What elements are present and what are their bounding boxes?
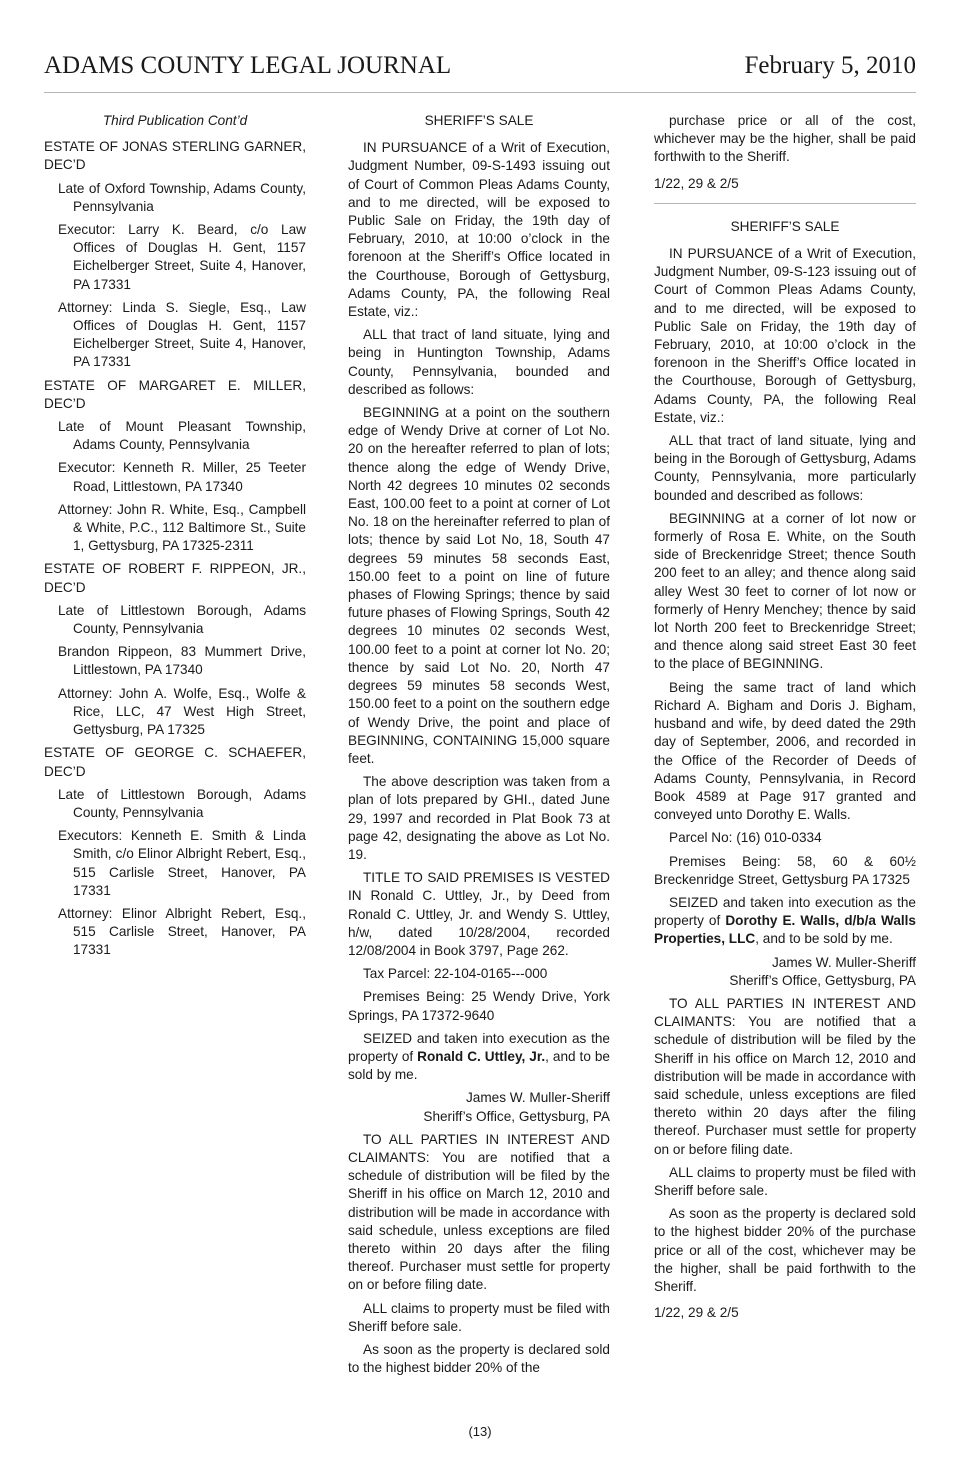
notice-paragraph: TITLE TO SAID PREMISES IS VESTED IN Ronald C. Uttley, Jr., by Deed from Ronald C. Uttley, Jr. and Wendy S. Uttley, h/w, dated 10/28/2004, recorded 12/08/2004 in Book 3797, Page 262.: [348, 870, 610, 958]
sheriff-office: Sheriff’s Office, Gettysburg, PA: [423, 1108, 610, 1124]
seizure-text-end: , and to be sold by me.: [755, 931, 893, 947]
notice-divider: [654, 203, 916, 204]
seizure-text: SEIZED and taken into execution as the property of: [348, 1030, 610, 1064]
estate-title: ESTATE OF JONAS STERLING GARNER, DEC’D: [44, 139, 306, 173]
estate-attorney: Attorney: John A. Wolfe, Esq., Wolfe & Rice, LLC, 47 West High Street, Gettysburg, PA 17325: [58, 685, 306, 738]
parcel-number: Parcel No: (16) 010-0334: [669, 830, 822, 846]
page-number: (13): [468, 1424, 492, 1439]
estate-executor: Executors: Kenneth E. Smith & Linda Smith, c/o Elinor Albright Rebert, Esq., 515 Carlisle Street, Hanover, PA 17331: [58, 828, 306, 898]
estate-executor: Brandon Rippeon, 83 Mummert Drive, Littlestown, PA 17340: [58, 644, 306, 678]
sheriff-office: Sheriff’s Office, Gettysburg, PA: [729, 972, 916, 988]
column-sheriff-sale-2: [654, 112, 916, 1330]
notice-paragraph: TO ALL PARTIES IN INTEREST AND CLAIMANTS: You are notified that a schedule of distribution will be filed by the Sheriff in his office on March 12, 2010 and distribution will be made in accordance with said schedule, unless exceptions are filed thereto within 20 days after the filing thereof. Purchaser must settle for property on or before filing date.: [348, 1131, 610, 1293]
tax-parcel: Tax Parcel: 22-104-0165---000: [363, 966, 548, 982]
notice-paragraph: As soon as the property is declared sold to the highest bidder 20% of the purchase price or all of the cost, whichever may be the higher, shall be paid forthwith to the Sheriff.: [654, 1206, 916, 1294]
estate-attorney: Attorney: John R. White, Esq., Campbell & White, P.C., 112 Baltimore St., Suite 1, Gettysburg, PA 17325-2311: [58, 501, 306, 554]
notice-paragraph: ALL claims to property must be filed with Sheriff before sale.: [348, 1300, 610, 1334]
notice-paragraph: Being the same tract of land which Richard A. Bigham and Doris J. Bigham, husband and wife, by deed dated the 29th day of September, 2006, and recorded in the Office of the Recorder of Deeds of Adams County, Pennsylvania, in Record Book 4589 at Page 917 granted and conveyed unto Dorothy E. Walls.: [654, 679, 916, 823]
estate-residence: Late of Littlestown Borough, Adams County, Pennsylvania: [58, 602, 306, 637]
masthead: [44, 52, 916, 93]
sheriff-signature: James W. Muller-Sheriff: [771, 954, 916, 970]
seizure-text-end: , and to be sold by me.: [348, 1048, 610, 1083]
journal-title: ADAMS COUNTY LEGAL JOURNAL: [44, 52, 452, 79]
issue-date: February 5, 2010: [744, 52, 916, 79]
notice-paragraph: ALL claims to property must be filed with Sheriff before sale.: [654, 1164, 916, 1198]
estate-residence: Late of Mount Pleasant Township, Adams County, Pennsylvania: [58, 419, 306, 453]
seizure-statement: [654, 894, 916, 949]
premises: Premises Being: 25 Wendy Drive, York Springs, PA 17372-9640: [348, 989, 610, 1023]
defendant-name: Ronald C. Uttley, Jr.: [417, 1048, 546, 1064]
section-continuation: Third Publication Cont’d: [102, 113, 248, 128]
notice-heading: SHERIFF’S SALE: [730, 218, 840, 234]
estate-attorney: Attorney: Elinor Albright Rebert, Esq., 515 Carlisle Street, Hanover, PA 17331: [58, 905, 306, 958]
notice-paragraph: IN PURSUANCE of a Writ of Execution, Judgment Number, 09-S-123 issuing out of Court of Common Pleas Adams County, and to me directed, will be exposed to Public Sale on Friday, the 19th day of February, 2010, at 10:00 o’clock in the forenoon in the Sheriff’s Office located in the Courthouse, Borough of Gettysburg, Adams County, PA, the following Real Estate, viz.:: [654, 246, 916, 425]
defendant-name: Dorothy E. Walls, d/b/a Walls Properties, LLC: [654, 913, 916, 947]
premises: Premises Being: 58, 60 & 60½ Breckenridge Street, Gettysburg PA 17325: [654, 853, 916, 887]
notice-paragraph: BEGINNING at a point on the southern edge of Wendy Drive at corner of Lot No. 20 on the hereafter referred to plan of lots; thence along the edge of Wendy Drive, North 42 degrees 10 minutes 02 seconds East, 100.00 feet to a point at corner of Lot No. 18 on the hereinafter referred to plan of lots; thence by said Lot No, 18, South 47 degrees 59 minutes 58 seconds East, 150.00 feet to a point on line of future phases of Flowing Springs; thence by said future phases of Flowing Springs, South 42 degrees 10 minutes 02 seconds West, 100.00 feet to a point at corner lot No. 20; thence by said Lot No. 20, North 47 degrees 59 minutes 58 seconds West, 150.00 feet to a point on the southern edge of Wendy Drive, the point and place of BEGINNING, CONTAINING 15,000 square feet.: [348, 405, 610, 766]
notice-paragraph: ALL that tract of land situate, lying and being in Huntington Township, Adams County, Pennsylvania, bounded and described as follows:: [348, 327, 610, 397]
seizure-statement: [348, 1030, 610, 1085]
estate-title: ESTATE OF ROBERT F. RIPPEON, JR., DEC’D: [44, 561, 306, 595]
notice-paragraph: BEGINNING at a corner of lot now or formerly of Rosa E. White, on the South side of Breckenridge Street; thence South 200 feet to an alley; and thence along said alley West 30 feet to corner of lot now or formerly of Henry Menchey; thence by said lot North 200 feet to Breckenridge Street; and thence along said street East 30 feet to the place of BEGINNING.: [654, 510, 916, 672]
estate-executor: Executor: Larry K. Beard, c/o Law Offices of Douglas H. Gent, 1157 Eichelberger Street, Suite 4, Hanover, PA 17331: [58, 222, 306, 292]
estate-residence: Late of Littlestown Borough, Adams County, Pennsylvania: [58, 786, 306, 820]
notice-paragraph: purchase price or all of the cost, whichever may be the higher, shall be paid forthwith to the Sheriff.: [654, 113, 916, 165]
estate-executor: Executor: Kenneth R. Miller, 25 Teeter Road, Littlestown, PA 17340: [58, 460, 306, 494]
seizure-text: SEIZED and taken into execution as the property of: [654, 894, 916, 929]
notice-paragraph: As soon as the property is declared sold to the highest bidder 20% of the: [348, 1342, 610, 1376]
publication-dates: 1/22, 29 & 2/5: [654, 175, 739, 191]
estate-residence: Late of Oxford Township, Adams County, Pennsylvania: [58, 180, 306, 214]
estate-title: ESTATE OF MARGARET E. MILLER, DEC’D: [44, 377, 306, 411]
estate-attorney: Attorney: Linda S. Siegle, Esq., Law Offices of Douglas H. Gent, 1157 Eichelberger Street, Suite 4, Hanover, PA 17331: [58, 299, 306, 370]
notice-paragraph: The above description was taken from a plan of lots prepared by GHI., dated June 29, 1997 and recorded in Plat Book 73 at page 42, designating the above as Lot No. 19.: [348, 774, 610, 862]
column-estate-notices: [44, 112, 306, 965]
column-sheriff-sale-1: [348, 112, 610, 1382]
sheriff-signature: James W. Muller-Sheriff: [465, 1090, 610, 1106]
notice-heading: SHERIFF’S SALE: [424, 113, 534, 128]
notice-paragraph: ALL that tract of land situate, lying and being in the Borough of Gettysburg, Adams County, Pennsylvania, more particularly bounded and described as follows:: [654, 433, 916, 503]
estate-title: ESTATE OF GEORGE C. SCHAEFER, DEC’D: [44, 745, 306, 779]
publication-dates: 1/22, 29 & 2/5: [654, 1305, 739, 1321]
notice-paragraph: TO ALL PARTIES IN INTEREST AND CLAIMANTS: You are notified that a schedule of distribution will be filed by the Sheriff in his office on March 12, 2010 and distribution will be made in accordance with said schedule, unless exceptions are filed thereto within 20 days after the filing thereof. Purchaser must settle for property on or before filing date.: [654, 995, 916, 1157]
notice-paragraph: IN PURSUANCE of a Writ of Execution, Judgment Number, 09-S-1493 issuing out of Court of Common Pleas Adams County, and to me directed, will be exposed to Public Sale on Friday, the 19th day of February, 2010, at 10:00 o’clock in the forenoon at the Sheriff’s Office located in the Courthouse, Borough of Gettysburg, Adams County, PA, the following Real Estate, viz.:: [348, 140, 610, 320]
